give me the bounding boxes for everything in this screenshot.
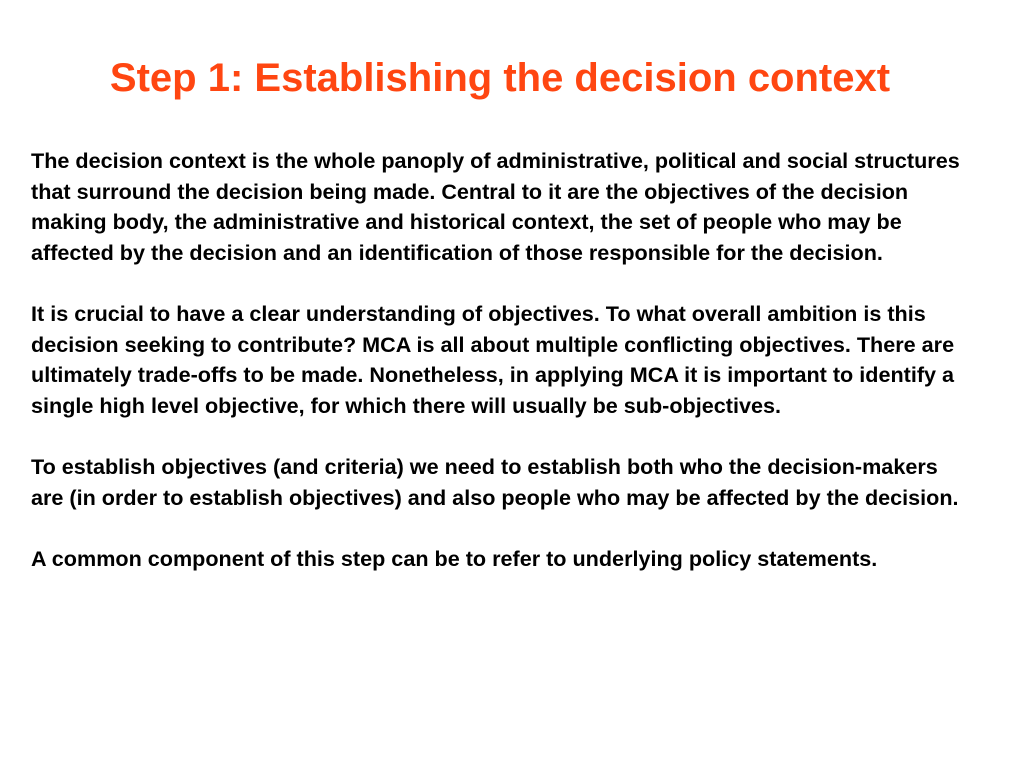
slide-title: Step 1: Establishing the decision context	[109, 56, 891, 100]
slide-body	[31, 146, 961, 574]
body-paragraph-policy-statements: A common component of this step can be to refer to underlying policy statements.	[31, 545, 878, 571]
body-paragraph-objectives: It is crucial to have a clear understanding of objectives. To what overall ambition is this decision seeking to contribute? MCA is all about multiple conflicting objectives. There are ultimately trade-offs to be made. Nonetheless, in applying MCA it is important to identify a single high level objective, for which there will usually be sub-objectives.	[31, 300, 955, 418]
body-paragraph-establish-objectives: To establish objectives (and criteria) we need to establish both who the decision-makers are (in order to establish objectives) and also people who may be affected by the decision.	[31, 453, 959, 510]
body-paragraph-decision-context: The decision context is the whole panoply of administrative, political and social structures that surround the decision being made. Central to it are the objectives of the decision making body, the administrative and historical context, the set of people who may be affected by the decision and an identification of those responsible for the decision.	[31, 148, 960, 265]
